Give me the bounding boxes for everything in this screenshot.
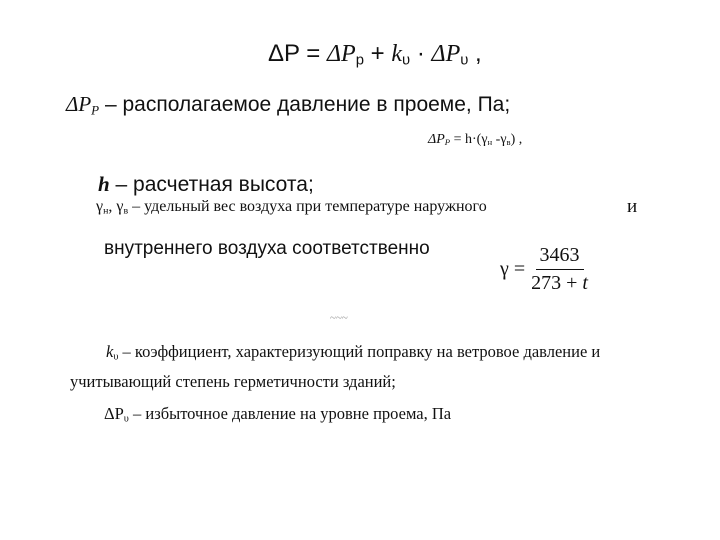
- formula-tail: ,: [468, 40, 482, 67]
- definition-dpv: [104, 404, 451, 425]
- gamma-and-word: и: [627, 196, 638, 217]
- formula-dot: ·: [410, 40, 432, 67]
- fdp-rhs: = h·(γ: [450, 132, 488, 147]
- dp-symbol-sub: P: [91, 102, 100, 118]
- gamma-text: – удельный вес воздуха при температуре наружного: [128, 198, 487, 215]
- main-formula: [268, 40, 482, 69]
- formula-k-sub: υ: [402, 52, 411, 69]
- gamma-sub-1: н: [103, 205, 109, 217]
- formula-gamma: [500, 244, 588, 295]
- fdp-lhs: ΔP: [428, 132, 445, 147]
- gamma-sep: , γ: [108, 198, 124, 215]
- dpv-symbol: ΔP: [104, 404, 124, 423]
- definition-gamma: [96, 198, 487, 216]
- gamma-sub-2: в: [123, 205, 129, 217]
- definition-k-line1: [106, 342, 600, 363]
- fdp-tail: ) ,: [510, 132, 523, 147]
- formula-term2-sub: υ: [460, 52, 469, 69]
- formula-k: k: [391, 41, 403, 67]
- formula-term1-sub: p: [355, 52, 364, 69]
- gamma-symbol-1: γ: [96, 198, 104, 215]
- definition-k-line2: учитывающий степень герметичности зданий;: [70, 372, 396, 391]
- formula-dp: [428, 132, 522, 148]
- fdp-lhs-sub: P: [444, 137, 451, 148]
- fdp-sub1: н: [487, 137, 493, 148]
- k-line1: – коэффициент, характеризующий поправку на ветровое давление и: [118, 342, 601, 361]
- k-symbol-sub: υ: [113, 351, 119, 363]
- definition-inner-air: внутреннего воздуха соответственно: [104, 238, 430, 259]
- fg-den-var: t: [582, 272, 588, 294]
- fg-den-num: 273 +: [531, 272, 583, 294]
- fdp-mid: -γ: [492, 132, 507, 147]
- dp-symbol: ΔP: [66, 92, 92, 116]
- scan-artifact: ~~~: [330, 312, 348, 324]
- formula-term1: ΔP: [326, 41, 356, 67]
- fg-numerator: 3463: [536, 244, 584, 270]
- dp-text: – располагаемое давление в проеме, Па;: [99, 93, 511, 116]
- fdp-sub2: в: [506, 137, 511, 148]
- h-symbol: h: [98, 172, 110, 196]
- formula-term2: ΔP: [431, 41, 461, 67]
- h-text: – расчетная высота;: [109, 173, 314, 196]
- fg-denominator: [531, 270, 588, 295]
- definition-dp: [66, 92, 510, 118]
- formula-plus: +: [364, 40, 392, 67]
- dpv-text: – избыточное давление на уровне проема, Па: [128, 404, 452, 423]
- fg-lhs: γ =: [500, 258, 526, 280]
- definition-h: [98, 172, 314, 197]
- fg-fraction: [531, 244, 588, 295]
- dpv-symbol-sub: υ: [123, 413, 129, 425]
- formula-eq: =: [299, 40, 327, 67]
- formula-lhs: ΔP: [268, 40, 300, 67]
- k-symbol: k: [106, 342, 114, 361]
